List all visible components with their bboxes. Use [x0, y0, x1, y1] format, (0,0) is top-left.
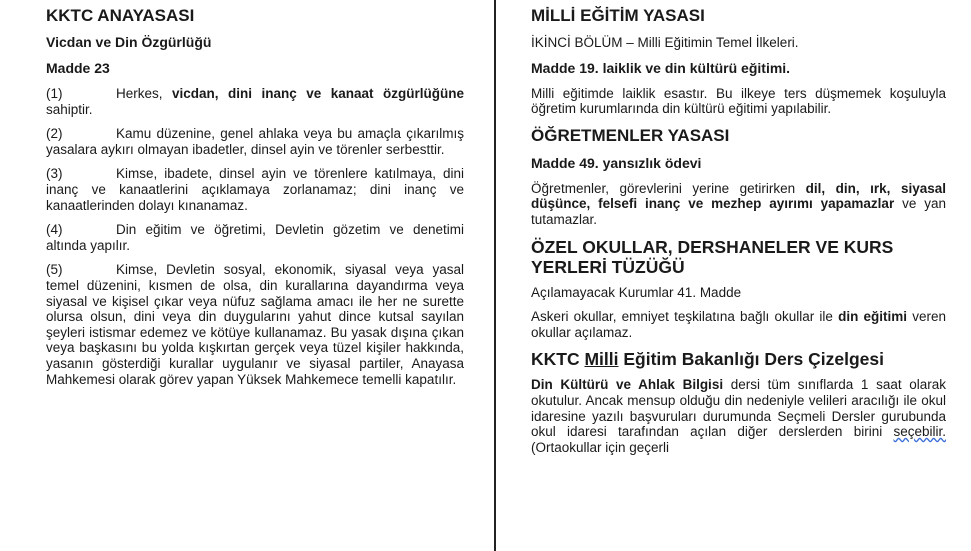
paragraph-2: (2) Kamu düzenine, genel ahlaka veya bu amaçla çıkarılmış yasalara aykırı olmayan ibadetler, dinsel ayin ve törenler serbesttir.	[46, 126, 464, 157]
paragraph-3: (3) Kimse, ibadete, dinsel ayin ve törenlere katılmaya, dini inanç ve kanaatlerini açıklamaya zorlanamaz; dini inanç ve kanaatlerinden dolayı kınanamaz.	[46, 166, 464, 213]
emphasis: din eğitimi	[838, 309, 908, 325]
right-column	[531, 0, 946, 464]
paragraph-5: (5) Kimse, Devletin sosyal, ekonomik, siyasal veya yasal temel düzenini, kısmen de olsa, din kurallarına dayandırma veya siyasal ve kişisel çıkar veya nüfuz sağlama amacı ile her ne surette olursa olsun, dini veya din duygularını yahut dince kutsal sayılan şeyleri istismar edemez ve kötüye kullanamaz. Bu yasak dışına çıkan veya başkasını bu yolda kışkırtan gerçek veya tüzel kişiler hakkında, yasanın gösterdiği kurallar uygulanır ve siyasal partiler, Anayasa Mahkemesi olarak görev yapan Yüksek Mahkemece temelli kapatılır.	[46, 262, 464, 387]
article-41-text: Askeri okullar, emniyet teşkilatına bağlı okullar ile din eğitimi veren okullar açılamaz.	[531, 309, 947, 340]
private-schools-title: ÖZEL OKULLAR, DERSHANELER VE KURS YERLERİ TÜZÜĞÜ	[531, 236, 894, 277]
emphasis: vicdan, dini inanç ve kanaat özgürlüğüne	[172, 86, 464, 101]
constitution-title: KKTC ANAYASASI	[46, 6, 195, 25]
emphasis: dil, din, ırk, siyasal düşünce, felsefi inanç ve mezhep ayırımı yapamazlar	[531, 180, 946, 212]
article-49-text: Öğretmenler, görevlerini yerine getirirken dil, din, ırk, siyasal düşünce, felsefi inanç ve mezhep ayırımı yapamazlar ve yan tutamazlar.	[531, 180, 946, 227]
article-23-heading: Madde 23	[46, 60, 110, 76]
paragraph-number: (4)	[46, 222, 63, 238]
spellcheck-underline: seçebilir.	[893, 424, 946, 440]
article-49-heading: Madde 49. yansızlık ödevi	[531, 154, 702, 171]
curriculum-text: Din Kültürü ve Ahlak Bilgisi dersi tüm sınıflarda 1 saat olarak okutulur. Ancak mensup olduğu din nedeniyle velileri aracılığı ile okul idaresine yazılı başvuruları durumunda Seçmeli Dersler gurubunda okul idaresi tarafından açılan diğer derslerden birini seçebilir.(Ortaokullar için geçerli	[531, 377, 946, 455]
paragraph-number: (2)	[46, 126, 63, 142]
teachers-law-title: ÖĞRETMENLER YASASI	[531, 125, 730, 145]
article-41-heading: Açılamayacak Kurumlar 41. Madde	[531, 284, 742, 300]
paragraph-number: (5)	[46, 262, 63, 278]
paragraph-4: (4) Din eğitim ve öğretimi, Devletin gözetim ve denetimi altında yapılır.	[46, 222, 464, 253]
paragraph-number: (1)	[46, 86, 63, 101]
curriculum-title: KKTC Milli Eğitim Bakanlığı Ders Çizelgesi	[531, 349, 884, 370]
paragraph-number: (3)	[46, 166, 63, 182]
education-law-title: MİLLİ EĞİTİM YASASI	[531, 6, 705, 25]
left-column	[46, 0, 464, 396]
section-heading: İKİNCİ BÖLÜM – Milli Eğitimin Temel İlkeleri.	[531, 35, 799, 50]
paragraph-1: (1) Herkes, vicdan, dini inanç ve kanaat özgürlüğüne sahiptir.	[46, 86, 464, 117]
constitution-subtitle: Vicdan ve Din Özgürlüğü	[46, 34, 212, 50]
article-19-text: Milli eğitimde laiklik esastır. Bu ilkeye ters düşmemek koşuluyla öğretim kurumlarında din kültürü eğitimi yapılabilir.	[531, 85, 946, 117]
article-19-heading: Madde 19. laiklik ve din kültürü eğitimi.	[531, 59, 791, 76]
column-divider	[494, 0, 496, 551]
emphasis: Din Kültürü ve Ahlak Bilgisi	[531, 377, 724, 393]
